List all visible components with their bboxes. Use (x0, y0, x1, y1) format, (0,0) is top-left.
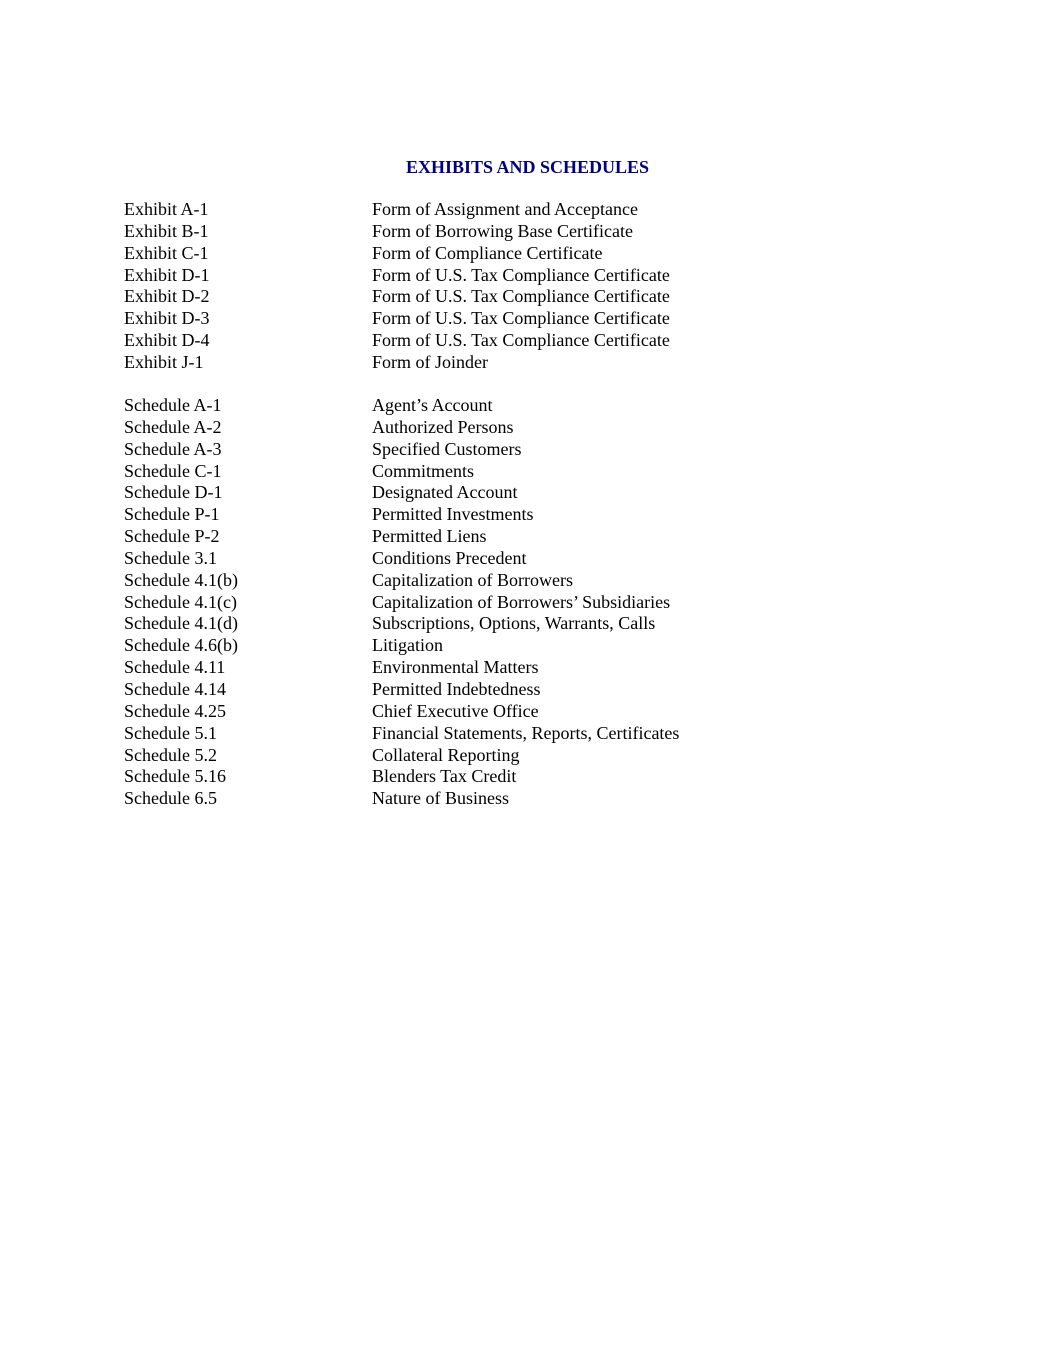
exhibit-row (124, 308, 670, 330)
schedule-row (124, 766, 679, 788)
schedule-row (124, 745, 679, 767)
schedule-row (124, 570, 679, 592)
schedule-description: Permitted Indebtedness (372, 678, 541, 699)
schedule-description: Permitted Liens (372, 526, 487, 547)
schedule-description: Designated Account (372, 482, 518, 503)
schedule-row (124, 461, 679, 483)
schedule-id: Schedule 4.1(c) (124, 591, 237, 612)
schedule-row (124, 504, 679, 526)
exhibit-description: Form of Joinder (372, 351, 488, 372)
schedules-list (124, 395, 679, 810)
schedule-description: Litigation (372, 635, 443, 656)
exhibit-description: Form of Compliance Certificate (372, 242, 603, 263)
exhibit-id: Exhibit D-3 (124, 308, 210, 329)
exhibit-description: Form of Borrowing Base Certificate (372, 220, 633, 241)
exhibit-description: Form of U.S. Tax Compliance Certificate (372, 264, 670, 285)
schedule-description: Commitments (372, 460, 475, 481)
schedule-id: Schedule 4.6(b) (124, 635, 238, 656)
schedule-row (124, 723, 679, 745)
exhibit-row (124, 199, 670, 221)
schedule-description: Blenders Tax Credit (372, 766, 517, 787)
exhibit-id: Exhibit J-1 (124, 351, 204, 372)
schedule-row (124, 439, 679, 461)
schedule-description: Conditions Precedent (372, 547, 527, 568)
schedule-id: Schedule 4.1(b) (124, 569, 238, 590)
exhibit-row (124, 286, 670, 308)
exhibit-description: Form of U.S. Tax Compliance Certificate (372, 286, 670, 307)
exhibit-description: Form of U.S. Tax Compliance Certificate (372, 330, 670, 351)
schedule-id: Schedule 4.25 (124, 700, 226, 721)
exhibit-id: Exhibit D-4 (124, 330, 210, 351)
page-title: EXHIBITS AND SCHEDULES (405, 157, 650, 177)
schedule-id: Schedule A-2 (124, 416, 222, 437)
schedule-id: Schedule 4.11 (124, 657, 226, 678)
schedule-description: Capitalization of Borrowers (372, 569, 573, 590)
schedule-id: Schedule 4.14 (124, 678, 226, 699)
schedule-description: Chief Executive Office (372, 700, 539, 721)
exhibit-id: Exhibit A-1 (124, 199, 209, 219)
schedule-id: Schedule 5.1 (124, 722, 217, 743)
schedule-row (124, 635, 679, 657)
exhibit-description: Form of Assignment and Acceptance (372, 199, 638, 219)
schedule-description: Collateral Reporting (372, 744, 520, 765)
schedule-description: Subscriptions, Options, Warrants, Calls (372, 613, 656, 634)
schedule-description: Capitalization of Borrowers’ Subsidiaries (372, 591, 671, 612)
exhibit-row (124, 221, 670, 243)
schedule-id: Schedule 5.16 (124, 766, 226, 787)
schedule-row (124, 613, 679, 635)
exhibit-id: Exhibit D-1 (124, 264, 210, 285)
exhibit-row (124, 330, 670, 352)
schedule-description: Nature of Business (372, 788, 509, 809)
schedule-row (124, 395, 679, 417)
schedule-id: Schedule D-1 (124, 482, 223, 503)
schedule-row (124, 657, 679, 679)
schedule-row (124, 701, 679, 723)
schedule-row (124, 548, 679, 570)
schedule-id: Schedule 5.2 (124, 744, 217, 765)
exhibits-list (124, 199, 670, 374)
schedule-id: Schedule 6.5 (124, 788, 217, 809)
schedule-row (124, 417, 679, 439)
schedule-description: Agent’s Account (372, 395, 493, 415)
schedule-row (124, 788, 679, 810)
exhibit-description: Form of U.S. Tax Compliance Certificate (372, 308, 670, 329)
schedule-description: Environmental Matters (372, 657, 539, 678)
schedule-id: Schedule P-1 (124, 504, 220, 525)
schedule-description: Financial Statements, Reports, Certificates (372, 722, 680, 743)
exhibit-id: Exhibit B-1 (124, 220, 209, 241)
schedule-description: Authorized Persons (372, 416, 514, 437)
exhibit-id: Exhibit D-2 (124, 286, 210, 307)
schedule-description: Specified Customers (372, 438, 522, 459)
schedule-row (124, 526, 679, 548)
exhibit-id: Exhibit C-1 (124, 242, 209, 263)
schedule-id: Schedule 4.1(d) (124, 613, 238, 634)
schedule-id: Schedule C-1 (124, 460, 222, 481)
schedule-id: Schedule A-1 (124, 395, 222, 415)
schedule-description: Permitted Investments (372, 504, 534, 525)
schedule-row (124, 592, 679, 614)
exhibit-row (124, 243, 670, 265)
schedule-id: Schedule 3.1 (124, 547, 217, 568)
schedule-id: Schedule A-3 (124, 438, 222, 459)
schedule-id: Schedule P-2 (124, 526, 220, 547)
exhibit-row (124, 352, 670, 374)
schedule-row (124, 482, 679, 504)
exhibit-row (124, 265, 670, 287)
schedule-row (124, 679, 679, 701)
